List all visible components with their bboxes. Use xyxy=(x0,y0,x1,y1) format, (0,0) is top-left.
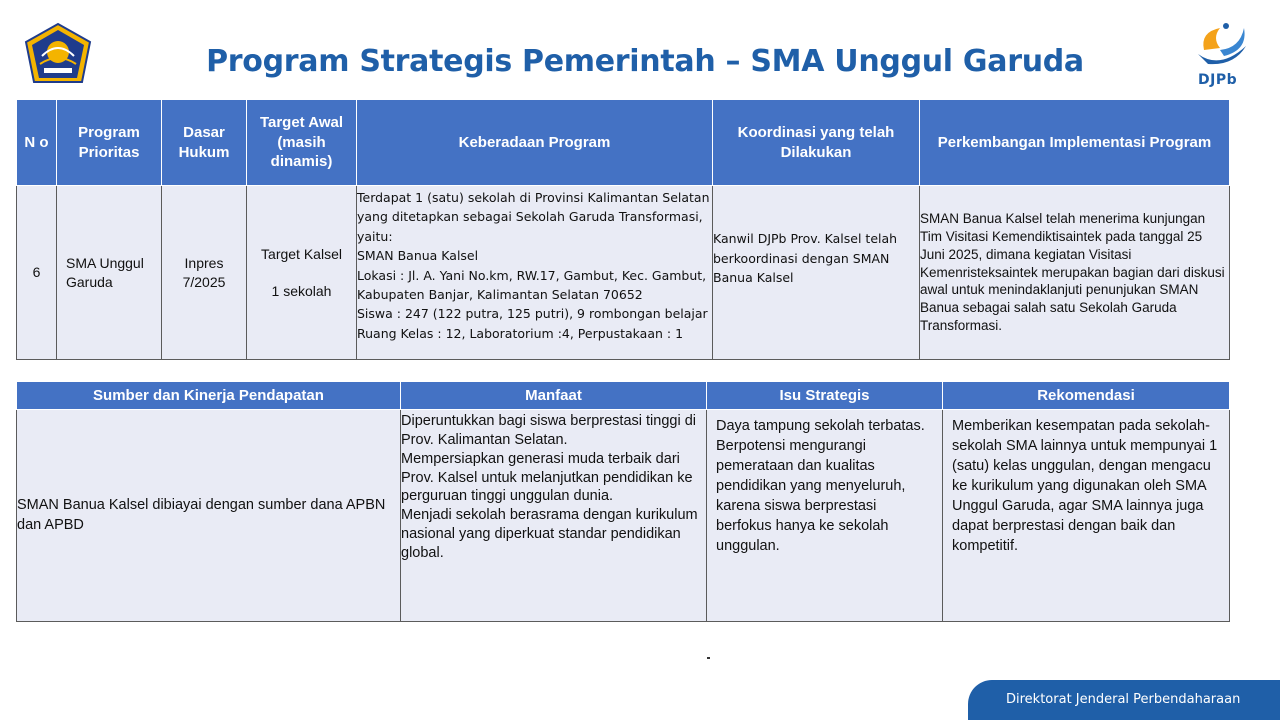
table-row xyxy=(17,410,1230,622)
keberadaan-line: SMAN Banua Kalsel xyxy=(357,248,479,264)
header-isu-strategis: Isu Strategis xyxy=(707,382,943,410)
cell-rekomendasi: Memberikan kesempatan pada sekolah-sekolah SMA lainnya untuk mempunyai 1 (satu) kelas unggulan, dengan mengacu ke kurikulum yang digunakan oleh SMA Unggul Garuda, agar SMA lainnya juga dapat berprestasi dengan baik dan kompetitif. xyxy=(943,410,1230,622)
keberadaan-line: Ruang Kelas : 12, Laboratorium :4, Perpustakaan : 1 xyxy=(357,325,684,341)
isu-item: Berpotensi mengurangi pemerataan dan kualitas pendidikan yang menyeluruh, karena siswa berprestasi berfokus hanya ke sekolah unggulan. xyxy=(716,438,906,554)
header-manfaat: Manfaat xyxy=(401,382,707,410)
keberadaan-line: Siswa : 247 (122 putra, 125 putri), 9 rombongan belajar xyxy=(357,306,708,322)
page-title: Program Strategis Pemerintah – SMA Unggul Garuda xyxy=(206,44,1084,79)
footer-banner: Direktorat Jenderal Perbendaharaan xyxy=(968,680,1280,720)
target-count: 1 sekolah xyxy=(271,282,332,299)
header-target: Target Awal (masih dinamis) xyxy=(247,100,357,186)
cell-isu-strategis xyxy=(707,410,943,622)
cell-koordinasi: Kanwil DJPb Prov. Kalsel telah berkoordinasi dengan SMAN Banua Kalsel xyxy=(713,186,920,360)
cell-target xyxy=(247,186,357,360)
header-perkembangan: Perkembangan Implementasi Program xyxy=(920,100,1230,186)
manfaat-item: Diperuntukkan bagi siswa berprestasi tinggi di Prov. Kalimantan Selatan. xyxy=(401,413,696,448)
stray-dot xyxy=(707,657,710,659)
cell-program: SMA Unggul Garuda xyxy=(57,186,162,360)
table-header-row xyxy=(17,382,1230,410)
cell-dasar-hukum: Inpres 7/2025 xyxy=(162,186,247,360)
kemenkeu-emblem-icon xyxy=(22,22,94,88)
manfaat-item: Menjadi sekolah berasrama dengan kurikulum nasional yang diperkuat standar pendidikan global. xyxy=(401,507,698,561)
cell-sumber: SMAN Banua Kalsel dibiayai dengan sumber dana APBN dan APBD xyxy=(17,410,401,622)
keberadaan-line: Lokasi : Jl. A. Yani No.km, RW.17, Gambut, Kec. Gambut, Kabupaten Banjar, Kalimantan Selatan 70652 xyxy=(357,267,707,302)
header-keberadaan: Keberadaan Program xyxy=(357,100,713,186)
cell-manfaat xyxy=(401,410,707,622)
manfaat-item: Mempersiapkan generasi muda terbaik dari Prov. Kalsel untuk melanjutkan pendidikan ke perguruan tinggi unggulan dunia. xyxy=(401,450,693,505)
program-table xyxy=(16,99,1230,360)
header-sumber: Sumber dan Kinerja Pendapatan xyxy=(17,382,401,410)
header-rekomendasi: Rekomendasi xyxy=(943,382,1230,410)
keberadaan-line: Terdapat 1 (satu) sekolah di Provinsi Kalimantan Selatan yang ditetapkan sebagai Sekolah Garuda Transformasi, yaitu: xyxy=(357,190,710,244)
header-koordinasi: Koordinasi yang telah Dilakukan xyxy=(713,100,920,186)
analysis-table xyxy=(16,381,1230,622)
target-region: Target Kalsel xyxy=(261,245,342,262)
isu-item: Daya tampung sekolah terbatas. xyxy=(716,418,925,434)
djpb-logo-text: DJPb xyxy=(1198,72,1238,88)
cell-perkembangan: SMAN Banua Kalsel telah menerima kunjungan Tim Visitasi Kemendiktisaintek pada tanggal 25 Juni 2025, dimana kegiatan Visitasi Kemenristeksaintek merupakan bagian dari diskusi awal untuk menindaklanjuti penunjukan SMAN Banua sebagai salah satu Sekolah Garuda Transformasi. xyxy=(920,186,1230,360)
header-no: N o xyxy=(17,100,57,186)
table-header-row xyxy=(17,100,1230,186)
djpb-logo-icon xyxy=(1190,20,1256,94)
table-row xyxy=(17,186,1230,360)
header-program: Program Prioritas xyxy=(57,100,162,186)
header-dasar-hukum: Dasar Hukum xyxy=(162,100,247,186)
cell-no: 6 xyxy=(17,186,57,360)
cell-keberadaan xyxy=(357,186,713,360)
